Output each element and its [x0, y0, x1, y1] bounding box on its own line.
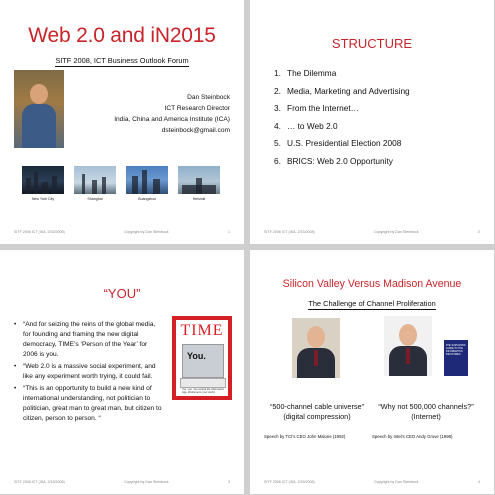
building — [82, 174, 85, 194]
building — [42, 182, 48, 194]
building — [132, 176, 138, 194]
bullet-item: • “And for seizing the reins of the global media, for founding and framing the new digital democracy, TIME’s ‘Person of the Year’ for 2006 is you. — [14, 320, 162, 360]
footer-center: Copyright by Dan Steinbock — [124, 480, 169, 484]
bullet-item: • “Web 2.0 is a massive social experiment, and like any experiment worth trying, it could fail. — [14, 362, 162, 382]
portrait-tie — [406, 348, 410, 364]
presenter-photo — [14, 70, 64, 148]
quote-right — [372, 402, 480, 422]
presenter-name: Dan Steinbock — [187, 94, 230, 101]
subtitle-text: The Challenge of Channel Proliferation — [308, 299, 436, 308]
city-photos — [22, 166, 220, 201]
speech-caption-right: Speech by Intel’s CEO Andy Grove (1996) — [372, 434, 453, 439]
item-text: From the Internet… — [287, 103, 359, 114]
building — [102, 177, 106, 194]
slide-footer — [14, 480, 230, 488]
building — [153, 179, 160, 194]
city-caption: Guangzhou — [137, 197, 157, 201]
slide-3[interactable] — [0, 250, 244, 494]
slide-number: 3 — [228, 480, 230, 484]
slide-number: 4 — [478, 480, 480, 484]
time-magazine-cover — [172, 316, 232, 400]
footer-left: SITF 2008 ICT (ISA, 2/15/2008) — [14, 230, 65, 234]
footer-center: Copyright by Dan Steinbock — [374, 230, 419, 234]
quote-line: (digital compression) — [283, 412, 351, 421]
cover-small-text: Yes, you. You control the Information Age. Welcome to your world. — [182, 388, 225, 394]
structure-list — [274, 68, 410, 174]
footer-left: SITF 2008 ICT (ISA, 2/15/2008) — [264, 480, 315, 484]
city-photo — [74, 166, 116, 194]
city-photo — [22, 166, 64, 194]
book-cover — [444, 340, 468, 376]
item-number: 6. — [274, 155, 281, 166]
building — [92, 180, 97, 194]
building — [142, 170, 147, 194]
item-number: 2. — [274, 85, 281, 96]
building — [196, 178, 202, 194]
slide-2[interactable] — [250, 0, 494, 244]
city-shanghai — [74, 166, 116, 201]
speech-caption-left: Speech by TCI’s CEO John Malone (1992) — [264, 434, 346, 439]
list-item — [274, 86, 410, 104]
city-caption: New York City — [31, 197, 55, 201]
quote-bullets — [14, 320, 162, 426]
quote-line: “500-channel cable universe” — [269, 402, 365, 411]
city-photo — [178, 166, 220, 194]
slide-title: Silicon Valley Versus Madison Avenue — [282, 278, 462, 290]
item-text: … to Web 2.0 — [287, 120, 338, 131]
city-guangzhou — [126, 166, 168, 201]
slide-footer — [264, 480, 480, 488]
footer-center: Copyright by Dan Steinbock — [374, 480, 419, 484]
footer-center: Copyright by Dan Steinbock — [124, 230, 169, 234]
presenter-org: India, China and America Institute (ICA) — [114, 116, 230, 123]
portrait-face — [307, 326, 325, 348]
quote-left — [264, 402, 370, 422]
item-text: BRICS: Web 2.0 Opportunity — [287, 155, 393, 166]
slide-title: “YOU” — [103, 286, 141, 301]
item-text: Media, Marketing and Advertising — [287, 85, 410, 96]
subtitle-text: SITF 2008, ICT Business Outlook Forum — [55, 56, 189, 65]
footer-left: SITF 2008 ICT (ISA, 2/15/2008) — [264, 230, 315, 234]
item-number: 3. — [274, 103, 281, 114]
list-item — [274, 138, 410, 156]
computer-screen — [182, 344, 224, 378]
slide-footer — [14, 230, 230, 238]
photo-body — [22, 104, 56, 148]
item-number: 4. — [274, 120, 281, 131]
list-item — [274, 156, 410, 174]
footer-left: SITF 2008 ICT (ISA, 2/15/2008) — [14, 480, 65, 484]
presenter-email: dsteinbock@gmail.com — [161, 127, 230, 134]
keyboard — [180, 378, 226, 388]
city-photo — [126, 166, 168, 194]
portrait-tie — [314, 350, 318, 366]
slide-number: 1 — [228, 230, 230, 234]
item-number: 1. — [274, 68, 281, 78]
building — [52, 176, 57, 194]
portrait-malone — [292, 318, 340, 378]
slide-number: 2 — [478, 230, 480, 234]
book-title: THE SURVIVORS GUIDE TO THE INFORMATION INDUSTRIES — [446, 344, 466, 356]
slide-4[interactable] — [250, 250, 494, 494]
building — [26, 178, 31, 194]
photo-head — [30, 84, 48, 104]
quote-line: “Why not 500,000 channels?” — [378, 402, 474, 411]
slide-1[interactable] — [0, 0, 244, 244]
magazine-masthead: TIME — [180, 322, 224, 339]
city-ny — [22, 166, 64, 201]
portrait-face — [399, 324, 417, 346]
slide-footer — [264, 230, 480, 238]
list-item — [274, 68, 410, 86]
building — [34, 172, 38, 194]
item-text: U.S. Presidential Election 2008 — [287, 138, 402, 149]
quote-line: (Internet) — [411, 412, 441, 421]
cover-word: You. — [187, 351, 206, 361]
city-caption: Shanghai — [87, 197, 103, 201]
list-item — [274, 103, 410, 121]
presenter-role: ICT Research Director — [164, 105, 230, 112]
city-helsinki — [178, 166, 220, 201]
city-caption: Helsinki — [192, 197, 206, 201]
slide-title: Web 2.0 and iN2015 — [28, 24, 216, 47]
portrait-grove — [384, 316, 432, 376]
item-number: 5. — [274, 138, 281, 149]
slide-subtitle — [0, 56, 244, 65]
slide-title: STRUCTURE — [331, 36, 413, 51]
bullet-item: • “This is an opportunity to build a new kind of international understanding, not politician to politician, great man to great man, but citizen to citizen, person to person. “ — [14, 384, 162, 424]
list-item — [274, 121, 410, 139]
slide-subtitle — [250, 299, 494, 308]
item-text: The Dilemma — [287, 68, 337, 78]
presenter-info — [114, 92, 230, 136]
